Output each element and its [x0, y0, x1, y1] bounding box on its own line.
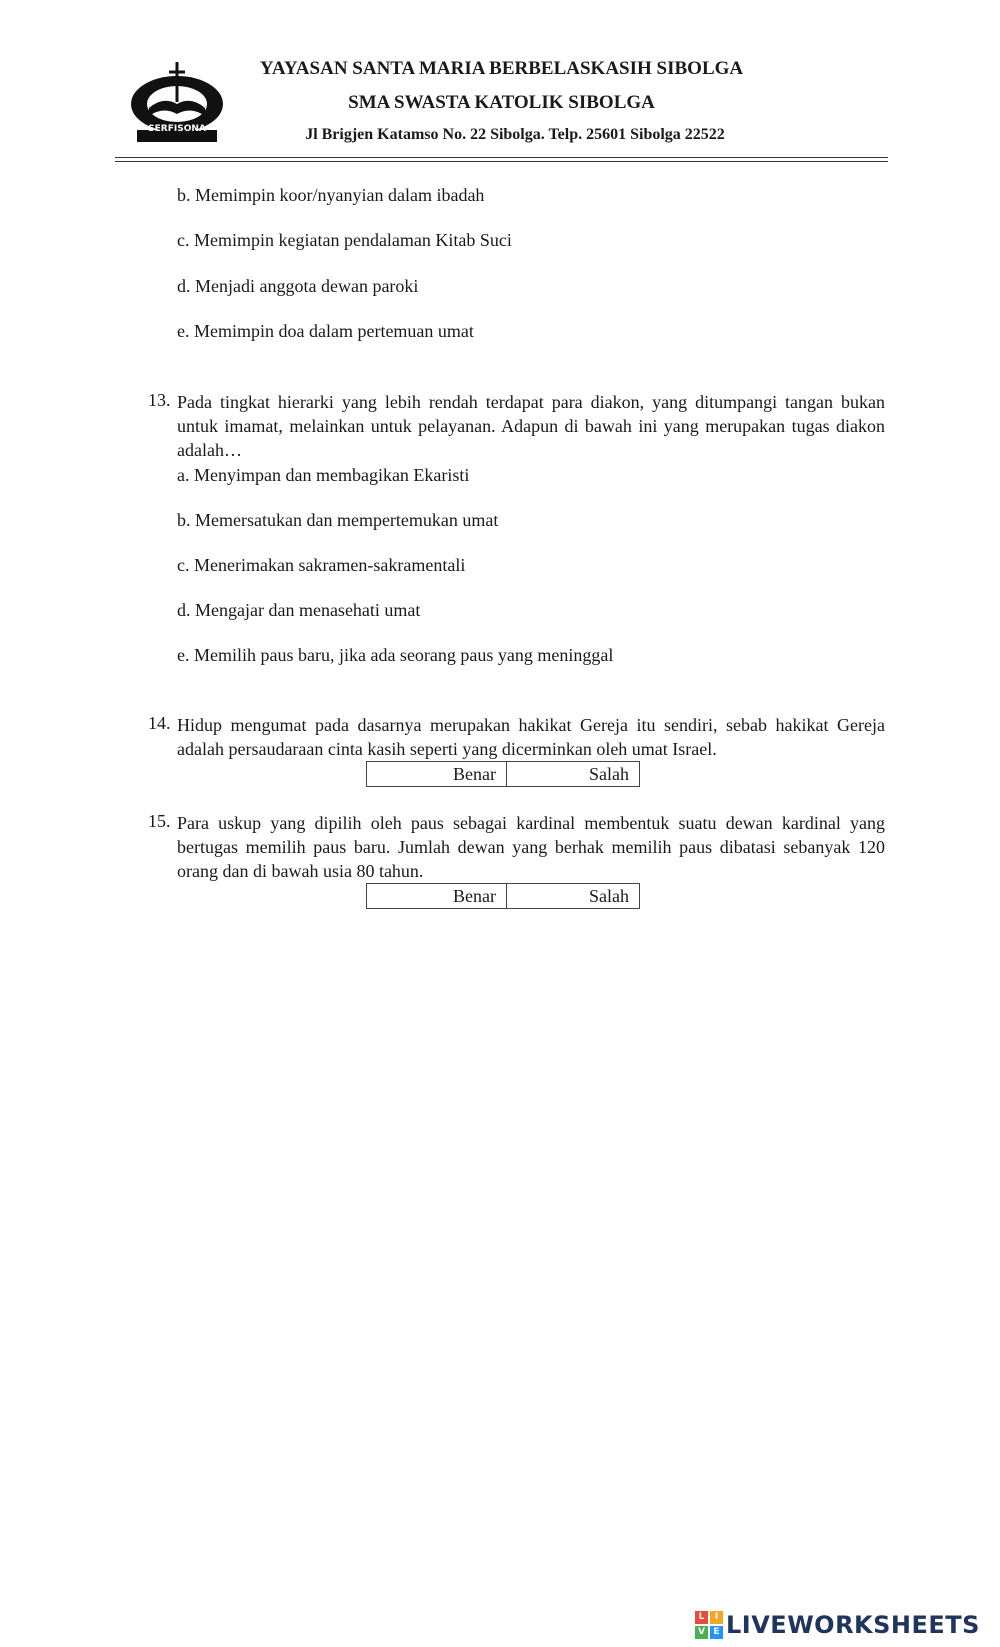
q12-option-d: d. Menjadi anggota dewan paroki: [177, 276, 419, 296]
q12-option-c: c. Memimpin kegiatan pendalaman Kitab Suci: [177, 230, 512, 250]
q14-answer-box: [366, 761, 640, 787]
q14-salah-option[interactable]: Salah: [589, 764, 629, 784]
q12-option-b: b. Memimpin koor/nyanyian dalam ibadah: [177, 185, 485, 205]
q15-benar-option[interactable]: Benar: [367, 884, 507, 908]
q12-option-e: e. Memimpin doa dalam pertemuan umat: [177, 321, 474, 341]
q13-option-d: d. Mengajar dan menasehati umat: [177, 600, 421, 620]
q13-option-c: c. Menerimakan sakramen-sakramentali: [177, 555, 466, 575]
brand-letter-l: L: [695, 1611, 708, 1624]
q14-text: Hidup mengumat pada dasarnya merupakan hakikat Gereja itu sendiri, sebab hakikat Gereja adalah persaudaraan cinta kasih seperti yang dicerminkan oleh umat Israel.: [177, 715, 885, 759]
logo-caption: SERFISONA: [148, 124, 206, 134]
school-address: Jl Brigjen Katamso No. 22 Sibolga. Telp. 25601 Sibolga 22522: [305, 126, 725, 143]
header-rule-bottom: [115, 161, 888, 162]
header-rule-top: [115, 157, 888, 158]
brand-name: LIVEWORKSHEETS: [726, 1611, 980, 1639]
q15-answer-box: [366, 883, 640, 909]
brand-letter-v: V: [695, 1626, 708, 1639]
q13-number: 13.: [148, 390, 171, 410]
liveworksheets-logo-icon: [695, 1611, 723, 1639]
q15-salah-option[interactable]: Salah: [589, 886, 629, 906]
q14-number: 14.: [148, 713, 171, 733]
q15-text: Para uskup yang dipilih oleh paus sebagai kardinal membentuk suatu dewan kardinal yang bertugas memilih paus baru. Jumlah dewan yang berhak memilih paus dibatasi sebanyak 120 orang dan di bawah usia 80 tahun.: [177, 813, 885, 881]
brand-letter-e: E: [710, 1626, 723, 1639]
liveworksheets-brand[interactable]: [695, 1610, 980, 1640]
q13-option-e: e. Memilih paus baru, jika ada seorang paus yang meninggal: [177, 645, 614, 665]
brand-letter-i: I: [710, 1611, 723, 1624]
q15-number: 15.: [148, 811, 171, 831]
school-header: [115, 52, 888, 160]
school-name: SMA SWASTA KATOLIK SIBOLGA: [348, 92, 655, 113]
foundation-name: YAYASAN SANTA MARIA BERBELASKASIH SIBOLGA: [259, 58, 744, 79]
q14-benar-option[interactable]: Benar: [367, 762, 507, 786]
q13-text: Pada tingkat hierarki yang lebih rendah terdapat para diakon, yang ditumpangi tangan bukan untuk imamat, melainkan untuk pelayanan. Adapun di bawah ini yang merupakan tugas diakon adalah…: [177, 392, 885, 460]
q13-option-a: a. Menyimpan dan membagikan Ekaristi: [177, 465, 470, 485]
q13-option-b: b. Memersatukan dan mempertemukan umat: [177, 510, 499, 530]
